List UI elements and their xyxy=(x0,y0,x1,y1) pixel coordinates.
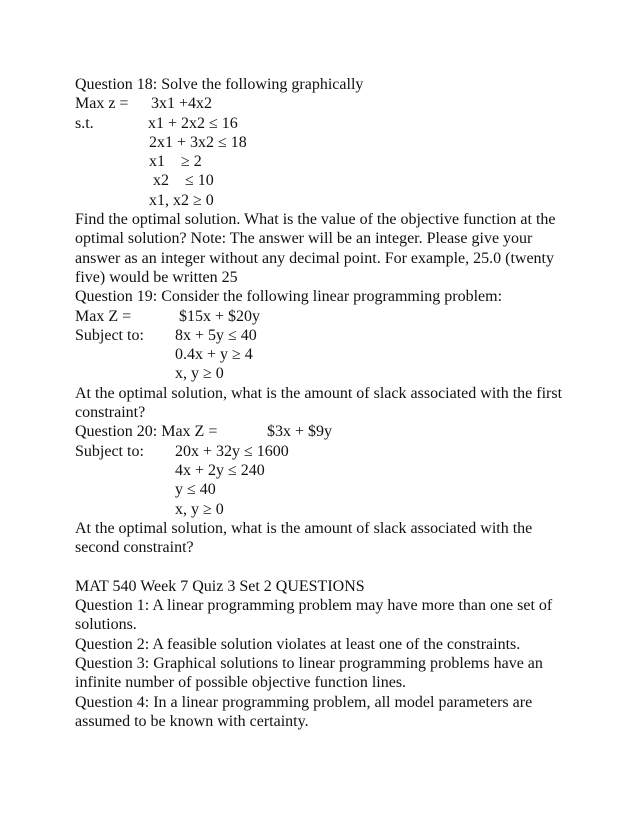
q18-question-text: Find the optimal solution. What is the value of the objective function at the optimal solution? Note: The answer will be an integer. Please give your answer as an integer without any decimal point. For example, 25.0 (twenty five) would be written 25 xyxy=(75,211,556,286)
q18-objective xyxy=(75,94,575,113)
section-spacer xyxy=(75,557,575,576)
q19-constraint-2-expression: 0.4x + y ≥ 4 xyxy=(175,346,253,364)
quiz-heading: MAT 540 Week 7 Quiz 3 Set 2 QUESTIONS xyxy=(75,577,365,595)
quiz-question-3: Question 3: Graphical solutions to linear programming problems have an infinite number of possible objective function lines. xyxy=(75,654,543,692)
q18-objective-expression: 3x1 +4x2 xyxy=(151,95,213,113)
q19-constraint-1 xyxy=(75,326,575,345)
q20-constraint-4 xyxy=(75,500,575,519)
q19-objective-label: Max Z = xyxy=(75,307,132,325)
q18-title: Question 18: Solve the following graphically xyxy=(75,76,364,93)
q18-constraint-4-expression: x2 ≤ 10 xyxy=(153,172,214,190)
q20-constraint-4-expression: x, y ≥ 0 xyxy=(175,500,224,518)
document-content xyxy=(75,75,575,731)
q20-constraint-1 xyxy=(75,442,575,461)
q19-objective xyxy=(75,307,575,326)
quiz-question-2: Question 2: A feasible solution violates at least one of the constraints. xyxy=(75,635,521,653)
q20-title: Question 20: Max Z = xyxy=(75,423,218,441)
q19-constraint-1-expression: 8x + 5y ≤ 40 xyxy=(175,326,257,344)
q18-constraint-1-expression: x1 + 2x2 ≤ 16 xyxy=(148,114,238,132)
q20-constraint-1-expression: 20x + 32y ≤ 1600 xyxy=(175,442,289,460)
q18-constraint-4 xyxy=(75,171,575,190)
q18-constraint-2-expression: 2x1 + 3x2 ≤ 18 xyxy=(149,133,247,151)
q20-constraint-2-expression: 4x + 2y ≤ 240 xyxy=(175,461,265,479)
q18-constraint-3 xyxy=(75,152,575,171)
q20-constraint-3 xyxy=(75,480,575,499)
q19-subject-label: Subject to: xyxy=(75,326,144,344)
q18-constraint-5-expression: x1, x2 ≥ 0 xyxy=(149,191,214,209)
q19-title: Question 19: Consider the following linear programming problem: xyxy=(75,288,503,306)
quiz-question-4: Question 4: In a linear programming problem, all model parameters are assumed to be known with certainty. xyxy=(75,693,533,730)
q20-constraint-2 xyxy=(75,461,575,480)
q19-constraint-2 xyxy=(75,345,575,364)
q20-question-text: At the optimal solution, what is the amount of slack associated with the second constraint? xyxy=(75,519,533,557)
q18-st-label: s.t. xyxy=(75,114,94,132)
q18-constraint-1 xyxy=(75,114,575,133)
q19-objective-expression: $15x + $20y xyxy=(179,307,261,325)
q20-constraint-3-expression: y ≤ 40 xyxy=(175,481,216,499)
quiz-question-1: Question 1: A linear programming problem may have more than one set of solutions. xyxy=(75,597,553,634)
q18-constraint-3-expression: x1 ≥ 2 xyxy=(149,153,202,171)
q19-question-text: At the optimal solution, what is the amount of slack associated with the first constraint? xyxy=(75,384,563,422)
q18-objective-label: Max z = xyxy=(75,95,129,113)
q20-subject-label: Subject to: xyxy=(75,442,144,460)
q20-objective-expression: $3x + $9y xyxy=(267,423,333,441)
q18-constraint-2 xyxy=(75,133,575,152)
q20-title-row xyxy=(75,422,575,441)
q18-constraint-5 xyxy=(75,191,575,210)
q19-constraint-3-expression: x, y ≥ 0 xyxy=(175,365,224,383)
q19-constraint-3 xyxy=(75,364,575,383)
